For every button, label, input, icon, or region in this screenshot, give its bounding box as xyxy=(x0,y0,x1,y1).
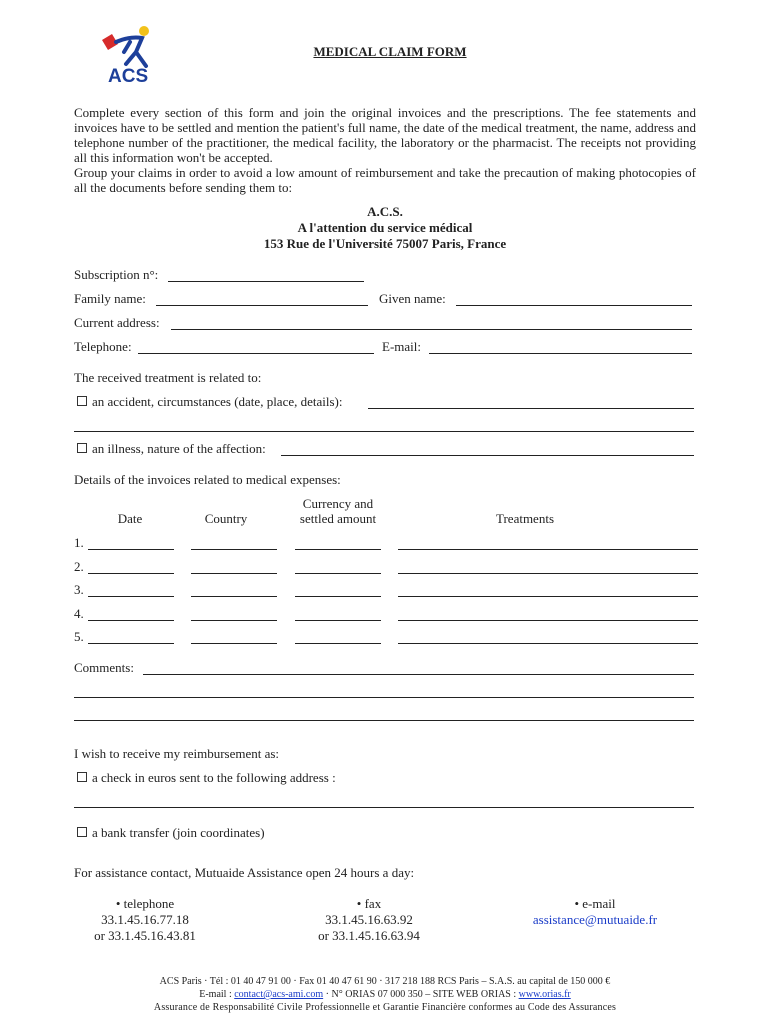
assistance-telephone-1: 33.1.45.16.77.18 xyxy=(101,912,189,927)
email-label: E-mail: xyxy=(382,339,421,354)
invoice-country-field[interactable] xyxy=(191,596,277,597)
footer-line-3: Assurance de Responsabilité Civile Professionnelle et Garantie Financière conformes au Code des Assurances xyxy=(153,1002,617,1013)
invoice-treatment-field[interactable] xyxy=(398,596,698,597)
address-line-2: A l'attention du service médical xyxy=(297,220,473,235)
invoice-row-number: 1. xyxy=(74,535,84,550)
invoice-date-field[interactable] xyxy=(88,596,174,597)
address-line-1: A.C.S. xyxy=(367,204,403,219)
form-title: MEDICAL CLAIM FORM xyxy=(313,44,467,59)
subscription-field[interactable] xyxy=(168,281,364,282)
logo-text: ACS xyxy=(108,66,149,86)
invoice-date-field[interactable] xyxy=(88,549,174,550)
footer-orias-text: · N° ORIAS 07 000 350 – SITE WEB ORIAS : xyxy=(323,989,519,1000)
invoice-row-number: 5. xyxy=(74,629,84,644)
col-treatments: Treatments xyxy=(495,511,555,526)
accident-checkbox[interactable] xyxy=(77,396,87,406)
accident-details-field[interactable] xyxy=(368,408,694,409)
assistance-fax-1: 33.1.45.16.63.92 xyxy=(325,912,413,927)
invoices-heading: Details of the invoices related to medical expenses: xyxy=(74,472,341,487)
treatment-heading: The received treatment is related to: xyxy=(74,370,262,385)
footer-email-label: E-mail : xyxy=(199,989,235,1000)
assistance-fax-label: • fax xyxy=(356,896,382,911)
comments-field-3[interactable] xyxy=(74,720,694,721)
col-currency-line-1: Currency and xyxy=(302,496,374,511)
illness-option[interactable] xyxy=(77,441,266,457)
invoice-treatment-field[interactable] xyxy=(398,549,698,550)
col-date: Date xyxy=(117,511,143,526)
family-name-field[interactable] xyxy=(156,305,368,306)
intro-text xyxy=(74,105,696,195)
invoice-amount-field[interactable] xyxy=(295,620,381,621)
address-line-3: 153 Rue de l'Université 75007 Paris, France xyxy=(263,236,507,251)
transfer-checkbox[interactable] xyxy=(77,827,87,837)
assistance-email-link[interactable]: assistance@mutuaide.fr xyxy=(532,912,658,927)
invoice-amount-field[interactable] xyxy=(295,643,381,644)
telephone-field[interactable] xyxy=(138,353,374,354)
current-address-field[interactable] xyxy=(171,329,692,330)
invoice-amount-field[interactable] xyxy=(295,573,381,574)
accident-label: an accident, circumstances (date, place, details): xyxy=(92,394,343,409)
invoice-row-number: 3. xyxy=(74,582,84,597)
illness-checkbox[interactable] xyxy=(77,443,87,453)
telephone-label: Telephone: xyxy=(74,339,132,354)
transfer-label: a bank transfer (join coordinates) xyxy=(92,825,265,840)
footer-email-link[interactable]: contact@acs-ami.com xyxy=(234,989,324,1000)
comments-label: Comments: xyxy=(74,660,134,675)
invoice-treatment-field[interactable] xyxy=(398,643,698,644)
invoice-country-field[interactable] xyxy=(191,549,277,550)
invoice-country-field[interactable] xyxy=(191,573,277,574)
accident-details-field-2[interactable] xyxy=(74,431,694,432)
check-checkbox[interactable] xyxy=(77,772,87,782)
intro-paragraph-1: Complete every section of this form and join the original invoices and the prescriptions. The fee statements and invoices have to be settled and mention the patient's full name, the date of the medical treatment, the name, address and telephone number of the practitioner, the medical facility, the laboratory or the pharmacist. The receipts not providing all this information won't be accepted. xyxy=(74,105,696,165)
illness-details-field[interactable] xyxy=(281,455,694,456)
family-name-label: Family name: xyxy=(74,291,146,306)
invoice-amount-field[interactable] xyxy=(295,596,381,597)
col-currency-line-2: settled amount xyxy=(299,511,377,526)
footer-line-2 xyxy=(0,988,770,1001)
col-country: Country xyxy=(204,511,248,526)
given-name-field[interactable] xyxy=(456,305,692,306)
invoice-row-number: 2. xyxy=(74,559,84,574)
invoice-date-field[interactable] xyxy=(88,573,174,574)
footer-orias-link[interactable]: www.orias.fr xyxy=(518,989,571,1000)
assistance-fax-2: or 33.1.45.16.63.94 xyxy=(318,928,420,943)
invoice-date-field[interactable] xyxy=(88,643,174,644)
assistance-telephone-label: • telephone xyxy=(115,896,175,911)
accident-option[interactable] xyxy=(77,394,343,410)
check-address-field[interactable] xyxy=(74,807,694,808)
check-option[interactable] xyxy=(77,770,336,786)
given-name-label: Given name: xyxy=(379,291,446,306)
email-field[interactable] xyxy=(429,353,692,354)
comments-field-1[interactable] xyxy=(143,674,694,675)
assistance-email-label: • e-mail xyxy=(574,896,616,911)
assistance-heading: For assistance contact, Mutuaide Assistance open 24 hours a day: xyxy=(74,865,415,880)
intro-paragraph-2: Group your claims in order to avoid a low amount of reimbursement and take the precaution of making photocopies of all the documents before sending them to: xyxy=(74,165,696,195)
subscription-label: Subscription n°: xyxy=(74,267,159,282)
check-label: a check in euros sent to the following address : xyxy=(92,770,336,785)
invoice-amount-field[interactable] xyxy=(295,549,381,550)
invoice-country-field[interactable] xyxy=(191,643,277,644)
assistance-telephone-2: or 33.1.45.16.43.81 xyxy=(94,928,196,943)
invoice-treatment-field[interactable] xyxy=(398,573,698,574)
invoice-treatment-field[interactable] xyxy=(398,620,698,621)
transfer-option[interactable] xyxy=(77,825,265,841)
invoice-row-number: 4. xyxy=(74,606,84,621)
comments-field-2[interactable] xyxy=(74,697,694,698)
illness-label: an illness, nature of the affection: xyxy=(92,441,266,456)
current-address-label: Current address: xyxy=(74,315,160,330)
invoice-date-field[interactable] xyxy=(88,620,174,621)
footer-line-1: ACS Paris · Tél : 01 40 47 91 00 · Fax 01 40 47 61 90 · 317 218 188 RCS Paris – S.A.S. au capital de 150 000 € xyxy=(159,976,611,987)
reimbursement-heading: I wish to receive my reimbursement as: xyxy=(74,746,280,761)
invoice-country-field[interactable] xyxy=(191,620,277,621)
